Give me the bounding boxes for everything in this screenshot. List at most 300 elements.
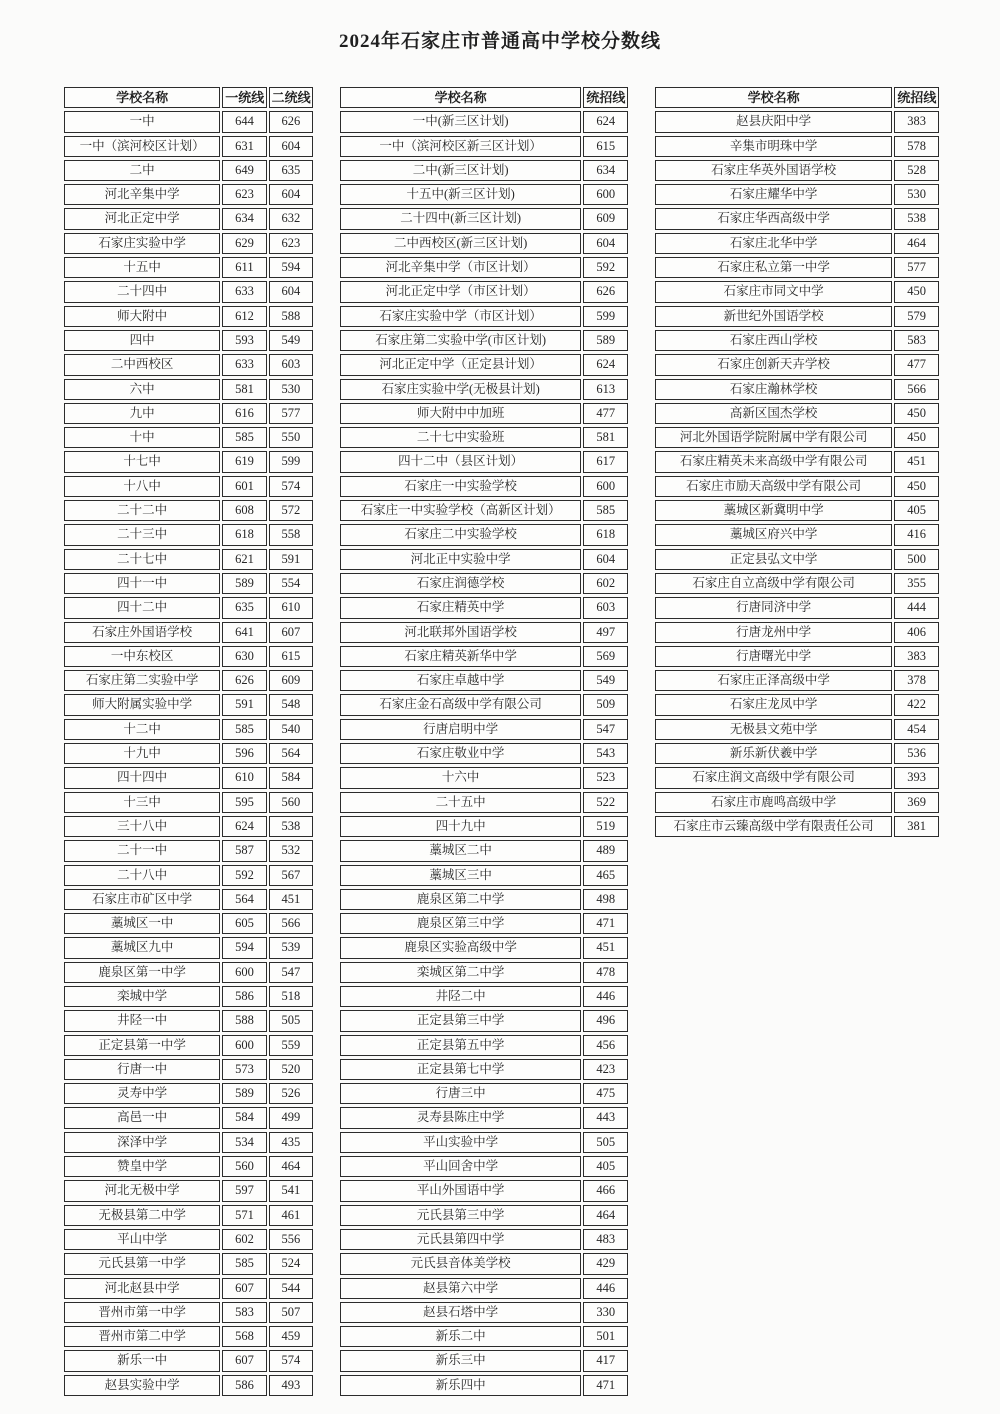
school-name-cell: 二中西校区(新三区计划) bbox=[340, 233, 581, 254]
table-row bbox=[64, 840, 313, 861]
score-cell: 578 bbox=[894, 136, 939, 157]
score-cell: 587 bbox=[222, 840, 266, 861]
table-row bbox=[340, 840, 628, 861]
school-name-cell: 石家庄敬业中学 bbox=[340, 743, 581, 764]
score-cell: 584 bbox=[222, 1107, 266, 1128]
score-cell: 600 bbox=[583, 184, 628, 205]
school-name-cell: 六中 bbox=[64, 379, 220, 400]
score-cell: 522 bbox=[583, 792, 628, 813]
table-row bbox=[340, 719, 628, 740]
table-row bbox=[340, 1205, 628, 1226]
score-cell: 539 bbox=[269, 937, 313, 958]
table-row bbox=[655, 500, 939, 521]
school-name-cell: 石家庄自立高级中学有限公司 bbox=[655, 573, 892, 594]
school-name-cell: 栾城中学 bbox=[64, 986, 220, 1007]
table-row bbox=[340, 379, 628, 400]
score-cell: 330 bbox=[583, 1302, 628, 1323]
score-cell: 633 bbox=[222, 354, 266, 375]
school-name-cell: 二十三中 bbox=[64, 524, 220, 545]
table-row bbox=[64, 962, 313, 983]
school-name-cell: 四十四中 bbox=[64, 767, 220, 788]
school-name-cell: 河北联邦外国语学校 bbox=[340, 622, 581, 643]
table-row bbox=[64, 1035, 313, 1056]
score-cell: 595 bbox=[222, 792, 266, 813]
table-row bbox=[64, 184, 313, 205]
school-name-cell: 二十五中 bbox=[340, 792, 581, 813]
table-row bbox=[64, 1253, 313, 1274]
table-row bbox=[340, 816, 628, 837]
score-cell: 632 bbox=[269, 208, 313, 229]
table-row bbox=[655, 403, 939, 424]
school-name-cell: 鹿泉区第一中学 bbox=[64, 962, 220, 983]
school-name-cell: 二十四中 bbox=[64, 281, 220, 302]
table-row bbox=[340, 1107, 628, 1128]
score-cell: 422 bbox=[894, 694, 939, 715]
table-row bbox=[340, 622, 628, 643]
table-row bbox=[64, 937, 313, 958]
score-cell: 405 bbox=[583, 1156, 628, 1177]
score-cell: 574 bbox=[269, 1350, 313, 1371]
table-row bbox=[655, 111, 939, 132]
table-row bbox=[340, 257, 628, 278]
score-cell: 443 bbox=[583, 1107, 628, 1128]
table-row bbox=[340, 111, 628, 132]
table-row bbox=[64, 208, 313, 229]
school-name-cell: 石家庄市云臻高级中学有限责任公司 bbox=[655, 816, 892, 837]
table-row bbox=[340, 743, 628, 764]
school-name-cell: 正定县第五中学 bbox=[340, 1035, 581, 1056]
table-row bbox=[64, 1229, 313, 1250]
table-row bbox=[340, 1278, 628, 1299]
table-row bbox=[64, 500, 313, 521]
table-row bbox=[64, 889, 313, 910]
school-name-cell: 石家庄龙凤中学 bbox=[655, 694, 892, 715]
school-name-cell: 河北正定中学（正定县计划） bbox=[340, 354, 581, 375]
school-name-cell: 新世纪外国语学校 bbox=[655, 306, 892, 327]
table-row bbox=[655, 597, 939, 618]
column-header: 学校名称 bbox=[340, 87, 581, 108]
table-body bbox=[340, 111, 628, 1396]
table-row bbox=[64, 719, 313, 740]
score-cell: 589 bbox=[583, 330, 628, 351]
score-cell: 560 bbox=[269, 792, 313, 813]
score-cell: 554 bbox=[269, 573, 313, 594]
table-row bbox=[655, 694, 939, 715]
table-row bbox=[64, 646, 313, 667]
score-cell: 471 bbox=[583, 913, 628, 934]
score-cell: 451 bbox=[269, 889, 313, 910]
school-name-cell: 石家庄二中实验学校 bbox=[340, 524, 581, 545]
table-row bbox=[340, 913, 628, 934]
table-row bbox=[64, 1375, 313, 1396]
table-row bbox=[64, 1132, 313, 1153]
score-cell: 547 bbox=[583, 719, 628, 740]
table-row bbox=[64, 1156, 313, 1177]
table-row bbox=[64, 476, 313, 497]
score-cell: 568 bbox=[222, 1326, 266, 1347]
score-cell: 450 bbox=[894, 476, 939, 497]
score-cell: 505 bbox=[269, 1010, 313, 1031]
score-cell: 564 bbox=[269, 743, 313, 764]
score-cell: 603 bbox=[269, 354, 313, 375]
score-cell: 429 bbox=[583, 1253, 628, 1274]
table-row bbox=[340, 549, 628, 570]
school-name-cell: 石家庄实验中学（市区计划） bbox=[340, 306, 581, 327]
header-row bbox=[340, 87, 628, 108]
school-name-cell: 正定县弘文中学 bbox=[655, 549, 892, 570]
table-row bbox=[340, 573, 628, 594]
school-name-cell: 十六中 bbox=[340, 767, 581, 788]
score-cell: 613 bbox=[583, 379, 628, 400]
school-name-cell: 二十七中 bbox=[64, 549, 220, 570]
table-row bbox=[340, 500, 628, 521]
score-cell: 600 bbox=[222, 962, 266, 983]
score-cell: 569 bbox=[583, 646, 628, 667]
table-row bbox=[340, 597, 628, 618]
table-row bbox=[64, 1326, 313, 1347]
score-cell: 493 bbox=[269, 1375, 313, 1396]
score-cell: 624 bbox=[583, 111, 628, 132]
school-name-cell: 鹿泉区第三中学 bbox=[340, 913, 581, 934]
score-cell: 588 bbox=[269, 306, 313, 327]
school-name-cell: 元氏县第一中学 bbox=[64, 1253, 220, 1274]
table-row bbox=[340, 451, 628, 472]
score-cell: 599 bbox=[583, 306, 628, 327]
table-row bbox=[64, 1350, 313, 1371]
score-cell: 588 bbox=[222, 1010, 266, 1031]
school-name-cell: 赞皇中学 bbox=[64, 1156, 220, 1177]
score-table-plan-unified bbox=[338, 84, 630, 1399]
school-name-cell: 师大附中中加班 bbox=[340, 403, 581, 424]
table-row bbox=[340, 670, 628, 691]
school-name-cell: 高新区国杰学校 bbox=[655, 403, 892, 424]
table-row bbox=[64, 354, 313, 375]
school-name-cell: 平山实验中学 bbox=[340, 1132, 581, 1153]
score-cell: 604 bbox=[583, 549, 628, 570]
table-row bbox=[340, 767, 628, 788]
score-cell: 617 bbox=[583, 451, 628, 472]
school-name-cell: 石家庄市矿区中学 bbox=[64, 889, 220, 910]
school-name-cell: 师大附属实验中学 bbox=[64, 694, 220, 715]
score-cell: 585 bbox=[583, 500, 628, 521]
school-name-cell: 辛集市明珠中学 bbox=[655, 136, 892, 157]
school-name-cell: 石家庄第二实验中学 bbox=[64, 670, 220, 691]
table-row bbox=[655, 257, 939, 278]
school-name-cell: 灵寿中学 bbox=[64, 1083, 220, 1104]
school-name-cell: 栾城区第二中学 bbox=[340, 962, 581, 983]
table-row bbox=[64, 306, 313, 327]
school-name-cell: 十八中 bbox=[64, 476, 220, 497]
school-name-cell: 平山外国语中学 bbox=[340, 1180, 581, 1201]
score-cell: 607 bbox=[222, 1278, 266, 1299]
score-cell: 475 bbox=[583, 1083, 628, 1104]
score-cell: 599 bbox=[269, 451, 313, 472]
table-row bbox=[655, 136, 939, 157]
table-row bbox=[340, 160, 628, 181]
school-name-cell: 石家庄耀华中学 bbox=[655, 184, 892, 205]
score-cell: 626 bbox=[583, 281, 628, 302]
school-name-cell: 石家庄市同文中学 bbox=[655, 281, 892, 302]
school-name-cell: 十中 bbox=[64, 427, 220, 448]
table-row bbox=[655, 524, 939, 545]
score-cell: 591 bbox=[222, 694, 266, 715]
school-name-cell: 石家庄外国语学校 bbox=[64, 622, 220, 643]
score-cell: 592 bbox=[222, 865, 266, 886]
school-name-cell: 元氏县音体美学校 bbox=[340, 1253, 581, 1274]
score-cell: 615 bbox=[583, 136, 628, 157]
score-cell: 538 bbox=[269, 816, 313, 837]
school-name-cell: 二十八中 bbox=[64, 865, 220, 886]
score-cell: 572 bbox=[269, 500, 313, 521]
school-name-cell: 师大附中 bbox=[64, 306, 220, 327]
score-cell: 610 bbox=[222, 767, 266, 788]
score-cell: 603 bbox=[583, 597, 628, 618]
table-row bbox=[64, 136, 313, 157]
school-name-cell: 石家庄瀚林学校 bbox=[655, 379, 892, 400]
score-cell: 532 bbox=[269, 840, 313, 861]
table-row bbox=[655, 427, 939, 448]
table-row bbox=[340, 233, 628, 254]
score-cell: 564 bbox=[222, 889, 266, 910]
table-row bbox=[340, 1010, 628, 1031]
table-row bbox=[64, 1205, 313, 1226]
school-name-cell: 石家庄华英外国语学校 bbox=[655, 160, 892, 181]
score-cell: 355 bbox=[894, 573, 939, 594]
score-cell: 501 bbox=[583, 1326, 628, 1347]
page-title: 2024年石家庄市普通高中学校分数线 bbox=[338, 31, 661, 52]
school-name-cell: 藁城区二中 bbox=[340, 840, 581, 861]
score-table-city-two-lines bbox=[62, 84, 315, 1399]
table-row bbox=[655, 622, 939, 643]
score-cell: 464 bbox=[269, 1156, 313, 1177]
score-cell: 446 bbox=[583, 986, 628, 1007]
table-row bbox=[340, 1083, 628, 1104]
table-row bbox=[655, 792, 939, 813]
score-cell: 574 bbox=[269, 476, 313, 497]
score-cell: 624 bbox=[583, 354, 628, 375]
school-name-cell: 石家庄实验中学(无极县计划) bbox=[340, 379, 581, 400]
score-cell: 406 bbox=[894, 622, 939, 643]
school-name-cell: 无极县第二中学 bbox=[64, 1205, 220, 1226]
score-cell: 520 bbox=[269, 1059, 313, 1080]
table-row bbox=[655, 646, 939, 667]
school-name-cell: 行唐曙光中学 bbox=[655, 646, 892, 667]
score-cell: 567 bbox=[269, 865, 313, 886]
table-row bbox=[64, 451, 313, 472]
score-cell: 584 bbox=[269, 767, 313, 788]
school-name-cell: 四十一中 bbox=[64, 573, 220, 594]
score-cell: 566 bbox=[894, 379, 939, 400]
score-cell: 558 bbox=[269, 524, 313, 545]
score-cell: 534 bbox=[222, 1132, 266, 1153]
table-row bbox=[340, 1302, 628, 1323]
column-header: 学校名称 bbox=[64, 87, 220, 108]
score-cell: 623 bbox=[222, 184, 266, 205]
score-cell: 477 bbox=[583, 403, 628, 424]
score-cell: 538 bbox=[894, 208, 939, 229]
score-cell: 605 bbox=[222, 913, 266, 934]
score-cell: 454 bbox=[894, 719, 939, 740]
score-cell: 592 bbox=[583, 257, 628, 278]
score-cell: 589 bbox=[222, 573, 266, 594]
school-name-cell: 二十二中 bbox=[64, 500, 220, 521]
school-name-cell: 石家庄金石高级中学有限公司 bbox=[340, 694, 581, 715]
school-name-cell: 石家庄私立第一中学 bbox=[655, 257, 892, 278]
table-row bbox=[655, 719, 939, 740]
score-cell: 585 bbox=[222, 1253, 266, 1274]
table-row bbox=[340, 354, 628, 375]
table-row bbox=[340, 403, 628, 424]
score-cell: 523 bbox=[583, 767, 628, 788]
school-name-cell: 三十八中 bbox=[64, 816, 220, 837]
table-row bbox=[64, 670, 313, 691]
school-name-cell: 石家庄精英中学 bbox=[340, 597, 581, 618]
school-name-cell: 十七中 bbox=[64, 451, 220, 472]
score-cell: 604 bbox=[269, 281, 313, 302]
score-cell: 566 bbox=[269, 913, 313, 934]
table-row bbox=[64, 816, 313, 837]
table-row bbox=[64, 743, 313, 764]
table-row bbox=[64, 573, 313, 594]
table-row bbox=[64, 524, 313, 545]
table-row bbox=[340, 792, 628, 813]
column-header: 一统线 bbox=[222, 87, 266, 108]
score-cell: 634 bbox=[583, 160, 628, 181]
score-cell: 583 bbox=[894, 330, 939, 351]
score-cell: 383 bbox=[894, 111, 939, 132]
school-name-cell: 新乐三中 bbox=[340, 1350, 581, 1371]
score-cell: 450 bbox=[894, 427, 939, 448]
school-name-cell: 河北辛集中学 bbox=[64, 184, 220, 205]
score-cell: 641 bbox=[222, 622, 266, 643]
score-cell: 497 bbox=[583, 622, 628, 643]
school-name-cell: 元氏县第三中学 bbox=[340, 1205, 581, 1226]
school-name-cell: 正定县第一中学 bbox=[64, 1035, 220, 1056]
score-cell: 571 bbox=[222, 1205, 266, 1226]
score-cell: 600 bbox=[222, 1035, 266, 1056]
school-name-cell: 石家庄润德学校 bbox=[340, 573, 581, 594]
table-row bbox=[64, 1010, 313, 1031]
table-row bbox=[340, 136, 628, 157]
score-cell: 540 bbox=[269, 719, 313, 740]
score-cell: 528 bbox=[894, 160, 939, 181]
table-row bbox=[340, 986, 628, 1007]
score-cell: 623 bbox=[269, 233, 313, 254]
score-cell: 498 bbox=[583, 889, 628, 910]
school-name-cell: 赵县石塔中学 bbox=[340, 1302, 581, 1323]
school-name-cell: 河北辛集中学（市区计划） bbox=[340, 257, 581, 278]
school-name-cell: 新乐二中 bbox=[340, 1326, 581, 1347]
score-cell: 608 bbox=[222, 500, 266, 521]
score-cell: 541 bbox=[269, 1180, 313, 1201]
school-name-cell: 石家庄润文高级中学有限公司 bbox=[655, 767, 892, 788]
score-cell: 483 bbox=[583, 1229, 628, 1250]
school-name-cell: 赵县第六中学 bbox=[340, 1278, 581, 1299]
table-row bbox=[340, 208, 628, 229]
school-name-cell: 四十九中 bbox=[340, 816, 581, 837]
table-row bbox=[655, 306, 939, 327]
school-name-cell: 行唐一中 bbox=[64, 1059, 220, 1080]
table-row bbox=[340, 184, 628, 205]
score-cell: 609 bbox=[583, 208, 628, 229]
school-name-cell: 石家庄市励天高级中学有限公司 bbox=[655, 476, 892, 497]
score-cell: 593 bbox=[222, 330, 266, 351]
table-row bbox=[64, 281, 313, 302]
school-name-cell: 石家庄西山学校 bbox=[655, 330, 892, 351]
score-cell: 530 bbox=[894, 184, 939, 205]
table-row bbox=[340, 476, 628, 497]
header-row bbox=[655, 87, 939, 108]
school-name-cell: 一中（滨河校区新三区计划） bbox=[340, 136, 581, 157]
score-cell: 619 bbox=[222, 451, 266, 472]
school-name-cell: 十二中 bbox=[64, 719, 220, 740]
score-cell: 604 bbox=[583, 233, 628, 254]
score-cell: 405 bbox=[894, 500, 939, 521]
table-row bbox=[340, 1375, 628, 1396]
score-cell: 383 bbox=[894, 646, 939, 667]
score-cell: 581 bbox=[222, 379, 266, 400]
school-name-cell: 藁城区府兴中学 bbox=[655, 524, 892, 545]
school-name-cell: 行唐同济中学 bbox=[655, 597, 892, 618]
score-cell: 544 bbox=[269, 1278, 313, 1299]
school-name-cell: 四十二中（县区计划） bbox=[340, 451, 581, 472]
school-name-cell: 正定县第三中学 bbox=[340, 1010, 581, 1031]
school-name-cell: 行唐启明中学 bbox=[340, 719, 581, 740]
score-cell: 618 bbox=[583, 524, 628, 545]
score-cell: 416 bbox=[894, 524, 939, 545]
table-row bbox=[655, 233, 939, 254]
score-cell: 478 bbox=[583, 962, 628, 983]
school-name-cell: 四十二中 bbox=[64, 597, 220, 618]
score-cell: 610 bbox=[269, 597, 313, 618]
score-cell: 624 bbox=[222, 816, 266, 837]
school-name-cell: 十五中(新三区计划) bbox=[340, 184, 581, 205]
score-cell: 581 bbox=[583, 427, 628, 448]
score-cell: 499 bbox=[269, 1107, 313, 1128]
table-row bbox=[340, 962, 628, 983]
score-cell: 549 bbox=[269, 330, 313, 351]
table-body bbox=[64, 111, 313, 1396]
table-row bbox=[340, 1229, 628, 1250]
score-cell: 644 bbox=[222, 111, 266, 132]
score-cell: 550 bbox=[269, 427, 313, 448]
score-cell: 577 bbox=[894, 257, 939, 278]
table-row bbox=[340, 694, 628, 715]
school-name-cell: 元氏县第四中学 bbox=[340, 1229, 581, 1250]
table-row bbox=[655, 281, 939, 302]
table-row bbox=[64, 111, 313, 132]
score-cell: 629 bbox=[222, 233, 266, 254]
score-cell: 446 bbox=[583, 1278, 628, 1299]
score-cell: 477 bbox=[894, 354, 939, 375]
score-cell: 524 bbox=[269, 1253, 313, 1274]
table-row bbox=[655, 573, 939, 594]
table-row bbox=[64, 233, 313, 254]
table-row bbox=[655, 208, 939, 229]
score-cell: 435 bbox=[269, 1132, 313, 1153]
school-name-cell: 井陉一中 bbox=[64, 1010, 220, 1031]
score-cell: 615 bbox=[269, 646, 313, 667]
score-cell: 621 bbox=[222, 549, 266, 570]
table-row bbox=[340, 1035, 628, 1056]
table-row bbox=[64, 767, 313, 788]
score-cell: 612 bbox=[222, 306, 266, 327]
table-row bbox=[340, 937, 628, 958]
school-name-cell: 一中东校区 bbox=[64, 646, 220, 667]
table-row bbox=[64, 1083, 313, 1104]
table-row bbox=[340, 646, 628, 667]
school-name-cell: 河北正定中学 bbox=[64, 208, 220, 229]
